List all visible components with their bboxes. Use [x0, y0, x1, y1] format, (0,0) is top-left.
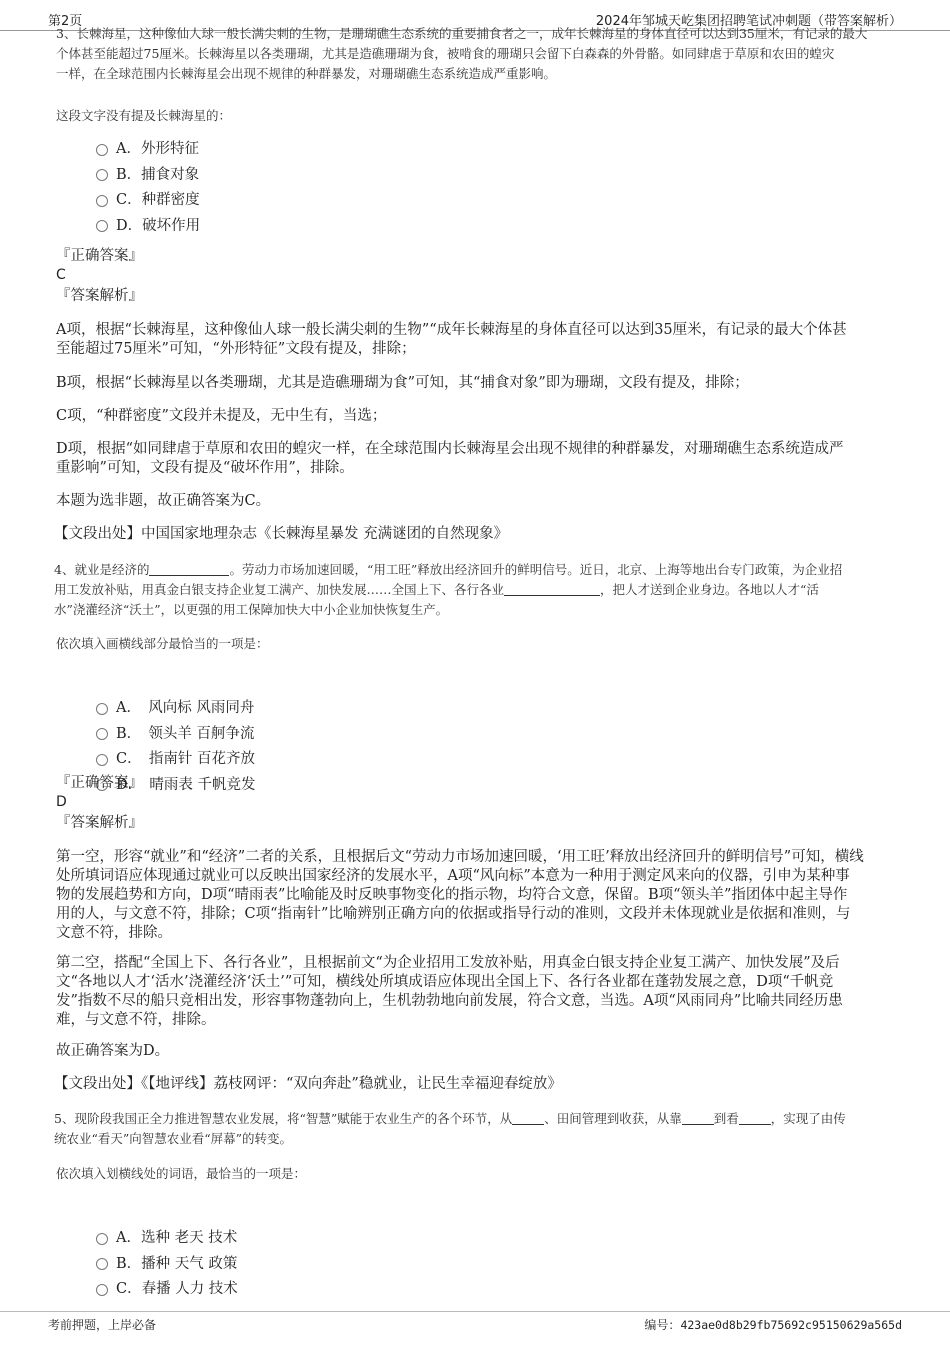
analysis-line: 用的人，与文意不符，排除；C项“指南针”比喻辨别正确方向的依据或指导行动的准则，文段并未体现就业是依据和准则，与 — [56, 906, 851, 922]
q5-options — [56, 1226, 238, 1303]
q5-option-b[interactable] — [96, 1252, 238, 1278]
q4-answer-label: 『正确答案』 — [56, 775, 143, 791]
analysis-line: D项，根据“如同肆虐于草原和农田的蝗灾一样，在全球范围内长棘海星会出现不规律的种群暴发，对珊瑚礁生态系统造成严 — [56, 441, 844, 457]
q3-option-a[interactable] — [96, 137, 200, 163]
radio-icon[interactable] — [96, 169, 108, 181]
radio-icon[interactable] — [96, 754, 108, 766]
radio-icon[interactable] — [96, 144, 108, 156]
q3-passage-line: 个体甚至能超过75厘米。长棘海星以各类珊瑚，尤其是造礁珊瑚为食，被啃食的珊瑚只会留下白森森的外骨骼。如同肆虐于草原和农田的蝗灾 — [56, 46, 835, 61]
q4-passage-line — [54, 560, 899, 580]
q4-source: 【文段出处】《【地评线】荔枝网评：“双向奔赴”稳就业，让民生幸福迎春绽放》 — [54, 1076, 562, 1092]
option-label: A．选种 老天 技术 — [116, 1230, 238, 1246]
analysis-line: A项，根据“长棘海星，这种像仙人球一般长满尖刺的生物”“成年长棘海星的身体直径可以达到35厘米，有记录的最大个体甚 — [56, 322, 847, 338]
text: 4、就业是经济的 — [54, 562, 150, 577]
blank-2 — [504, 581, 600, 596]
radio-icon[interactable] — [96, 703, 108, 715]
option-label: B．捕食对象 — [116, 166, 200, 183]
option-label: B． 领头羊 百舸争流 — [116, 725, 255, 742]
radio-icon[interactable] — [96, 728, 108, 740]
q3-option-c[interactable] — [96, 188, 200, 214]
radio-icon[interactable] — [96, 1233, 108, 1245]
blank-1 — [149, 561, 229, 576]
analysis-line: 物的发展趋势和方向，D项“晴雨表”比喻能及时反映事物变化的指示物，均符合文意，保留。B项“领头羊”指团体中起主导作 — [56, 887, 848, 903]
analysis-line: 难，与文意不符，排除。 — [56, 1012, 216, 1028]
option-label: D． 晴雨表 千帆竞发 — [116, 776, 256, 793]
option-label: A． 风向标 风雨同舟 — [116, 700, 255, 716]
page-number: 第2页 — [48, 14, 83, 29]
q5-passage — [54, 1109, 899, 1149]
radio-icon[interactable] — [96, 1258, 108, 1270]
radio-icon[interactable] — [96, 195, 108, 207]
q3-analysis — [56, 321, 896, 359]
analysis-paragraph: C项，“种群密度”文段并未提及，无中生有，当选； — [56, 408, 387, 424]
q3-passage-line-cut: 3、长棘海星，这种像仙人球一般长满尖刺的生物，是珊瑚礁生态系统的重要捕食者之一，成年长棘海星的身体直径可以达到35厘米，有记录的最大 — [56, 26, 868, 41]
analysis-line: 至能超过75厘米”可知，“外形特征”文段有提及，排除； — [56, 341, 416, 357]
q3-source: 【文段出处】中国国家地理杂志《长棘海星暴发 充满谜团的自然现象》 — [54, 526, 509, 542]
q4-passage-line — [54, 580, 899, 600]
option-label: C．种群密度 — [116, 192, 200, 208]
analysis-line: 重影响”可知，文段有提及“破坏作用”，排除。 — [56, 460, 354, 476]
radio-icon[interactable] — [96, 220, 108, 232]
text: 。劳动力市场加速回暖，“用工旺”释放出经济回升的鲜明信号。近日，北京、上海等地出台专门政策，为企业招 — [229, 562, 843, 577]
text: 用工发放补贴，用真金白银支持企业复工满产、加快发展……全国上下、各行各业 — [54, 582, 505, 597]
option-label: C．春播 人力 技术 — [116, 1281, 238, 1297]
q3-passage — [56, 24, 896, 84]
q4-analysis-2 — [56, 954, 901, 1030]
text: 、田间管理到收获，从靠 — [544, 1111, 682, 1126]
analysis-line: 第一空，形容“就业”和“经济”二者的关系，且根据后文“劳动力市场加速回暖，‘用工旺’释放出经济回升的鲜明信号”可知，横线 — [56, 849, 864, 865]
q4-analysis-1 — [56, 848, 901, 943]
q5-passage-line: 统农业“看天”向智慧农业看“屏幕”的转变。 — [54, 1131, 293, 1146]
text: ，实现了由传 — [770, 1111, 846, 1126]
q3-stem: 这段文字没有提及长棘海星的： — [56, 108, 232, 123]
q3-option-d[interactable] — [96, 214, 200, 240]
q3-analysis-label: 『答案解析』 — [56, 288, 143, 304]
text: 到看 — [713, 1111, 739, 1126]
analysis-line: 发”指数不尽的船只竞相出发，形容事物蓬勃向上，生机勃勃地向前发展，符合文意，当选。A项“风雨同舟”比喻共同经历患 — [56, 993, 843, 1009]
q3-passage-line: 一样，在全球范围内长棘海星会出现不规律的种群暴发，对珊瑚礁生态系统造成严重影响。 — [56, 66, 557, 81]
blank-3 — [739, 1110, 771, 1125]
q3-analysis-d — [56, 440, 896, 478]
page-footer — [0, 1311, 950, 1346]
q4-passage-line: 水”浇灌经济“沃土”，以更强的用工保障加快大中小企业加快恢复生产。 — [54, 602, 449, 617]
analysis-line: 处所填词语应体现通过就业可以反映出国家经济的发展水平，A项“风向标”本意为一种用于测定风来向的仪器，引申为某种事 — [56, 868, 850, 884]
document-id — [644, 1316, 902, 1333]
document-id-label: 编号： — [644, 1318, 681, 1332]
q3-options — [56, 137, 200, 239]
text: ，把人才送到企业身边。各地以人才“活 — [600, 582, 819, 597]
option-label: D．破坏作用 — [116, 217, 201, 234]
footer-slogan: 考前押题，上岸必备 — [48, 1318, 157, 1332]
q3-answer-label: 『正确答案』 — [56, 248, 143, 264]
q4-option-a[interactable] — [96, 696, 255, 722]
text: 5、现阶段我国正全力推进智慧农业发展，将“智慧”赋能于农业生产的各个环节，从 — [54, 1111, 513, 1126]
q3-option-b[interactable] — [96, 163, 200, 189]
analysis-paragraph: B项，根据“长棘海星以各类珊瑚，尤其是造礁珊瑚为食”可知，其“捕食对象”即为珊瑚，文段有提及，排除； — [56, 375, 749, 391]
blank-2 — [682, 1110, 714, 1125]
q3-answer: C — [56, 267, 66, 283]
radio-icon[interactable] — [96, 1284, 108, 1296]
option-label: C． 指南针 百花齐放 — [116, 751, 255, 767]
q5-passage-line — [54, 1109, 899, 1129]
document-id-code: 423ae0d8b29fb75692c95150629a565d — [680, 1318, 902, 1332]
analysis-line: 文“各地以人才‘活水’浇灌经济‘沃土’”可知，横线处所填成语应体现出全国上下、各行各业都在蓬勃发展之意，D项“千帆竞 — [56, 974, 834, 990]
q4-passage — [54, 560, 899, 620]
document-title: 2024年邹城天屹集团招聘笔试冲刺题（带答案解析） — [595, 14, 902, 29]
q4-option-c[interactable] — [96, 747, 255, 773]
analysis-line: 第二空，搭配“全国上下、各行各业”，且根据前文“为企业招用工发放补贴，用真金白银支持企业复工满产、加快发展”及后 — [56, 955, 840, 971]
option-label: A．外形特征 — [116, 141, 199, 157]
analysis-line: 文意不符，排除。 — [56, 925, 172, 941]
q5-option-c[interactable] — [96, 1277, 238, 1303]
q5-option-a[interactable] — [96, 1226, 238, 1252]
q4-stem: 依次填入画横线部分最恰当的一项是： — [56, 636, 269, 651]
q4-option-b[interactable] — [96, 722, 255, 748]
q4-analysis-label: 『答案解析』 — [56, 815, 143, 831]
q3-conclusion: 本题为选非题，故正确答案为C。 — [56, 493, 271, 509]
q4-answer: D — [56, 794, 67, 810]
option-label: B．播种 天气 政策 — [116, 1255, 238, 1272]
q5-stem: 依次填入划横线处的词语，最恰当的一项是： — [56, 1166, 307, 1181]
blank-1 — [512, 1110, 544, 1125]
q4-conclusion: 故正确答案为D。 — [56, 1043, 170, 1059]
